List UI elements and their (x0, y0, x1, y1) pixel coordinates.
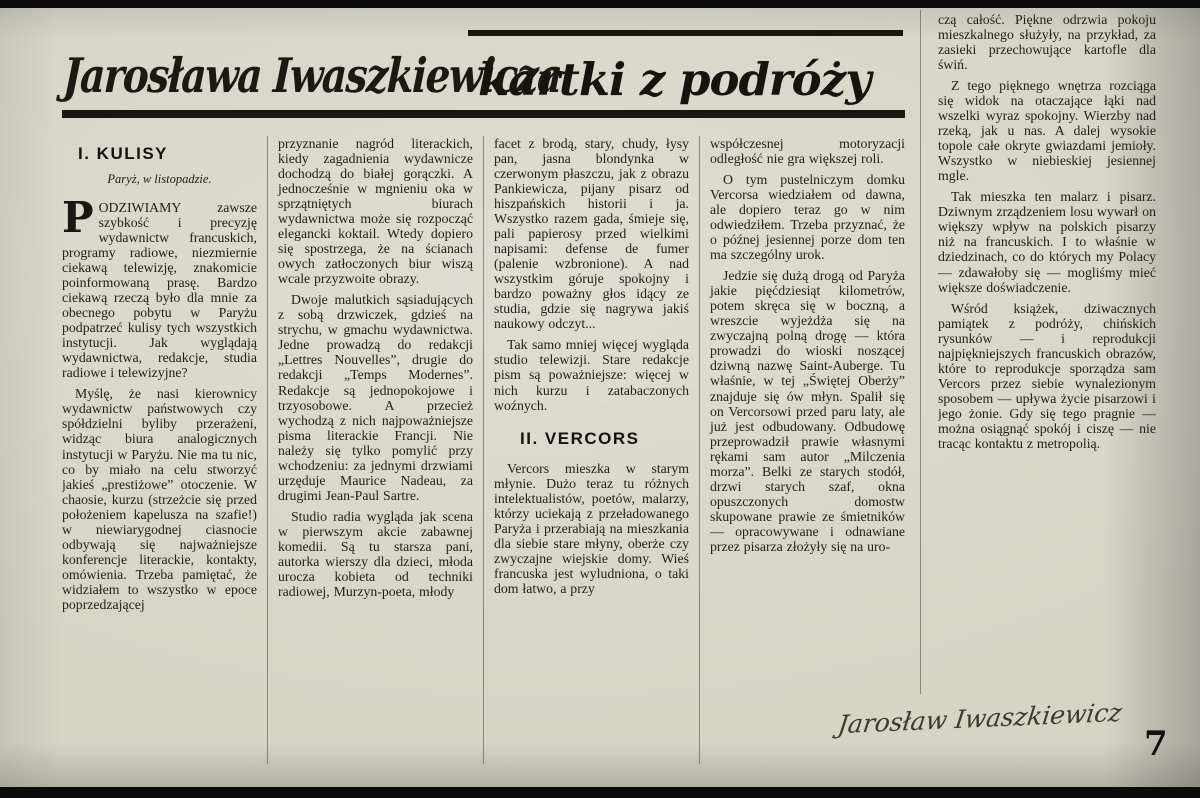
author-name-logotype: Jarosława Iwaszkiewicza (62, 47, 563, 104)
paragraph: Studio radia wygląda jak scena w pierwszym akcie zabawnej komedii. Są tu starsza pani, autorka wierszy dla dzieci, młoda urocza kobieta od techniki radiowej, Murzyn-poeta, młody (278, 508, 473, 599)
drop-cap: P (62, 193, 94, 242)
page-number: 7 (1144, 724, 1168, 764)
paragraph: O tym pustelniczym domku Vercorsa wiedziałem od dawna, ale dopiero teraz go w nim odwiedziłem. Trzeba przyznać, że o późnej jesiennej porze dom ten ma szczególny urok. (710, 172, 905, 263)
paragraph-text: ODZIWIAMY zawsze szybkość i precyzję wydawnictw francuskich, programy radiowe, niezmiernie ciekawą telewizję, znakomicie poinformowaną prasę. Bardzo ciekawą rzeczą było dla mnie za obecnego pobytu w Paryżu podpatrzeć kulisy tych wszystkich instytucji. Jak wyglądają wydawnictwa, redakcje, studia radiowe i telewizyjne? (62, 200, 257, 381)
scan-edge-top (0, 0, 1200, 8)
article-title: kartki z podróży (478, 53, 871, 106)
column-2 (267, 136, 483, 764)
article-header (62, 26, 905, 118)
paragraph: Vercors mieszka w starym młynie. Dużo teraz tu różnych intelektualistów, poetów, malarzy, którzy uciekają z przeładowanego Paryża i przerabiają na mieszkania dla siebie stare młyny, oberże czy zwyczajne wiejskie domy. Wieś francuska jest wyludniona, o taki dom łatwo, a przy (494, 460, 689, 596)
section-heading-vercors: II. VERCORS (520, 428, 640, 448)
author-signature: Jarosław Iwaszkiewicz (836, 697, 1124, 740)
header-rule-top (468, 30, 903, 36)
column-4 (699, 136, 905, 764)
paragraph: czą całość. Piękne odrzwia pokoju mieszkalnego służyły, na przykład, za zasieki przechowujące kartofle dla świń. (938, 12, 1156, 73)
paragraph: Dwoje malutkich sąsiadujących z sobą drzwiczek, gdzieś na strychu, w gmachu wydawnictwa. Jedne prowadzą do redakcji „Lettres Nouvelles”, drugie do redakcji „Temps Modernes”. Redakcje są jednopokojowe i trzyosobowe. A przecież wychodzą z nich najpoważniejsze pisma literackie Francji. Nie należy się tylko pomylić przy wchodzeniu: za jednymi drzwiami urzęduje Maurice Nadeau, za drugimi Jean-Paul Sartre. (278, 292, 473, 503)
paragraph: Tak samo mniej więcej wygląda studio telewizji. Stare redakcje pism są poważniejsze: więcej w nich kurzu i zatabaczonych woźnych. (494, 337, 689, 413)
column-divider (920, 10, 921, 694)
article-columns (62, 136, 905, 764)
paragraph: facet z brodą, stary, chudy, łysy pan, jasna blondynka w czerwonym płaszczu, jak z obrazu Pankiewicza, pijany pisarz od hiszpańskich historii i ja. Wszystko razem gada, śmieje się, pali papierosy przed wielkimi napisami: defense de fumer (palenie wzbronione). A nad wszystkim góruje spokojny i bardzo poważny głos idący ze studia, gdzie się nagrywa jakiś naukowy odczyt... (494, 136, 689, 332)
section-heading-kulisy: I. KULISY (78, 144, 169, 163)
dateline: Paryż, w listopadzie. (107, 172, 212, 186)
paragraph: Wśród książek, dziwacznych pamiątek z podróży, chińskich rysunków — i reprodukcji najpiękniejszych francuskich obrazów, które to reprodukcje sporządza sam Vercors przez siebie wynalezionym sposobem — upływa życie pisarzowi i jego żonie. Gdy się tego pragnie — można osiągnąć spokój i ciszę — nie tracąc kontaktu z metropolią. (938, 300, 1156, 451)
paragraph: Tak mieszka ten malarz i pisarz. Dziwnym zrządzeniem losu wywarł on większy wpływ na polskich pisarzy niż na francuskich. I to właśnie w dziedzinach, co do których my Polacy — zdawałoby się — mogliśmy mieć większe doświadczenie. (938, 189, 1156, 295)
scan-edge-bottom (0, 787, 1200, 798)
paragraph (62, 193, 257, 381)
paragraph: Myślę, że nasi kierownicy wydawnictw państwowych czy spółdzielni byliby przerażeni, widząc biura analogicznych instytucji w Paryżu. Nie ma tu nic, co by miało na celu stworzyć jakieś „prestiżowe” otoczenie. W chaosie, kurzu (strzeżcie się przed położeniem kapelusza na szafie!) w niewiarygodnej ciasnocie odbywają się najważniejsze konferencje literackie, kontakty, omówienia. Trzeba pamiętać, że widziałem to wszystko w epoce poprzedzającej (62, 386, 257, 612)
paragraph: współczesnej motoryzacji odległość nie gra większej roli. (710, 136, 905, 167)
column-1 (62, 136, 267, 764)
paragraph: Z tego pięknego wnętrza rozciąga się widok na otaczające łąki nad wszelki wyraz spokojny. Wierzby nad rzeką, jak u nas. A dalej wysokie topole całe okryte gwiazdami jemioły. Wszystko w niebieskiej jesiennej mgle. (938, 78, 1156, 184)
header-rule-bottom (62, 110, 905, 118)
column-5 (938, 12, 1156, 696)
paragraph: Jedzie się dużą drogą od Paryża jakie pięćdziesiąt kilometrów, potem skręca się w boczną, a wreszcie wyjeżdża się na zwyczajną polną drogę — która prowadzi do wioski noszącej dziwną nazwę Saint-Auberge. Tu właśnie, w tej „Świętej Oberży” znajduje się ów młyn. Spalił się on Vercorsowi przed paru laty, ale już jest odbudowany. Odbudowę przeprowadził prawie własnymi rękami sam autor „Milczenia morza”. Belki ze starych stodół, drzwi starych szaf, okna opuszczonych domostw skupowane prawie ze śmietników — opracowywane i odnawiane przez pisarza złożyły się na uro- (710, 268, 905, 554)
column-3 (483, 136, 699, 764)
paragraph: przyznanie nagród literackich, kiedy zagadnienia wydawnicze dochodzą do białej gorączki. A jednocześnie w mgnieniu oka w sprzątniętych biurach wydawnictwa może się rozpocząć elegancki koktail. Wtedy dopiero się spostrzega, że na ścianach owych zatłoczonych biur wiszą wcale przyzwoite obrazy. (278, 136, 473, 287)
